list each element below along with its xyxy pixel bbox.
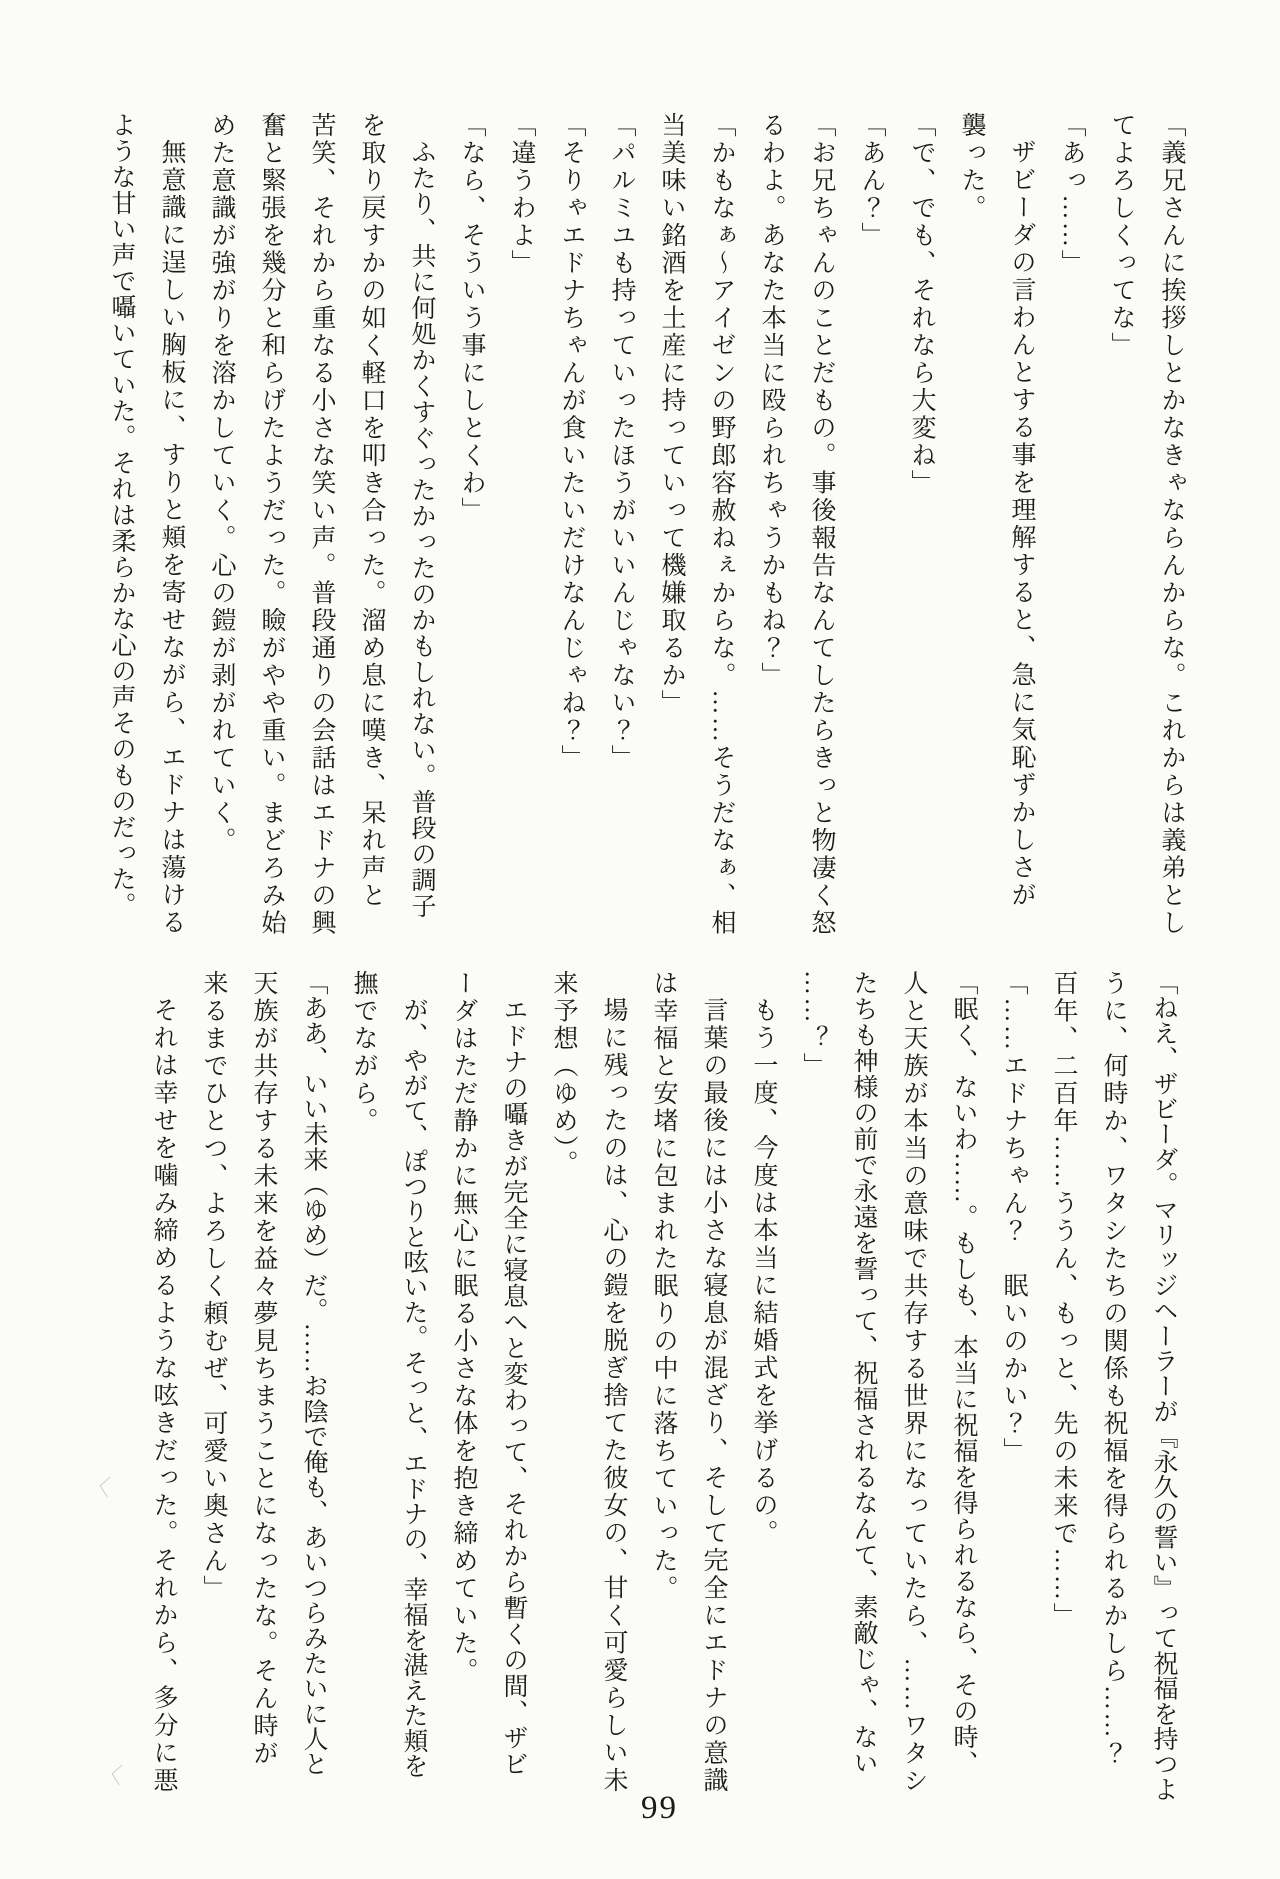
text-line: 人と天族が本当の意味で共存する世界になっていたら、……ワタシ [900,970,927,1795]
text-line: 「違うわよ」 [508,112,535,277]
text-line: ような甘い声で囁いていた。それは柔らかな心の声そのものだった。 [108,112,135,918]
text-line: 来予想（ゆめ）。 [550,970,577,1178]
text-line: るわよ。あなた本当に殴られちゃうかもね？」 [758,112,785,690]
text-line: うに、何時か、ワタシたちの関係も祝福を得られるかしら……？ [1100,970,1127,1768]
text-line: 「なら、そういう事にしとくわ」 [458,112,485,525]
scan-artifact-mark: 〈 [86,1472,112,1501]
text-line: ……？」 [800,970,827,1080]
text-line: 「あん？」 [858,112,885,250]
text-line: それは幸せを噛み締めるような呟きだった。それから、多分に悪 [150,997,177,1795]
text-line: 「眠く、ないわ……。もしも、本当に祝福を得られるなら、その時、 [950,970,977,1776]
text-line: 無意識に逞しい胸板に、すりと頬を寄せながら、エドナは蕩ける [158,139,185,937]
top-text-block [96,112,1196,952]
text-line: 「義兄さんに挨拶しとかなきゃならんからな。これからは義弟とし [1158,112,1185,937]
text-line: 「あっ……」 [1058,112,1085,277]
text-line: ーダはただ静かに無心に眠る小さな体を抱き締めていた。 [450,970,477,1685]
text-line: 奮と緊張を幾分と和らげたようだった。瞼がやや重い。まどろみ始 [258,112,285,937]
text-line: 「で、でも、それなら大変ね」 [908,112,935,497]
text-line: ザビーダの言わんとする事を理解すると、急に気恥ずかしさが [1008,139,1035,909]
text-line: もう一度、今度は本当に結婚式を挙げるの。 [750,997,777,1547]
text-line: 来るまでひとつ、よろしく頼むぜ、可愛い奥さん」 [200,970,227,1603]
text-line: を取り戻すかの如く軽口を叩き合った。溜め息に嘆き、呆れ声と [358,112,385,910]
text-line: ふたり、共に何処かくすぐったかったのかもしれない。普段の調子 [408,139,435,919]
text-line: 撫でながら。 [350,970,377,1135]
text-line: 「パルミユも持っていったほうがいいんじゃない？」 [608,112,635,772]
text-line: 「かもなぁ〜アイゼンの野郎容赦ねぇからな。……そうだなぁ、相 [708,112,735,937]
text-line: 百年、二百年……ううん、もっと、先の未来で……」 [1050,970,1077,1630]
text-line: 言葉の最後には小さな寝息が混ざり、そして完全にエドナの意識 [700,997,727,1795]
text-line: が、やがて、ぽつりと呟いた。そっと、エドナの、幸福を湛えた頬を [400,997,427,1779]
text-line: 「そりゃエドナちゃんが食いたいだけなんじゃね？」 [558,112,585,772]
text-line: は幸福と安堵に包まれた眠りの中に落ちていった。 [650,970,677,1603]
text-line: 襲った。 [958,112,985,222]
page-number: 99 [641,1790,678,1826]
text-line: 場に残ったのは、心の鎧を脱ぎ捨てた彼女の、甘く可愛らしい未 [600,997,627,1795]
text-line: 「……エドナちゃん？ 眠いのかい？」 [1000,970,1027,1465]
text-line: 当美味い銘酒を土産に持っていって機嫌取るか」 [658,112,685,717]
text-line: 「お兄ちゃんのことだもの。事後報告なんてしたらきっと物凄く怒 [808,112,835,937]
text-line: てよろしくってな」 [1108,112,1135,360]
scan-artifact-mark: 〈 [98,1760,124,1789]
bottom-text-block [138,970,1188,1808]
text-line: エドナの囁きが完全に寝息へと変わって、それから暫くの間、ザビ [500,997,527,1777]
text-line: 「ああ、いい未来（ゆめ）だ。……お陰で俺も、あいつらみたいに人と [300,970,327,1777]
text-line: めた意識が強がりを溶かしていく。心の鎧が剥がれていく。 [208,112,235,855]
text-line: 天族が共存する未来を益々夢見ちまうことになったな。そん時が [250,970,277,1768]
text-line: 「ねえ、ザビーダ。マリッジヘーラーが『永久の誓い』って祝福を持つよ [1150,970,1177,1802]
text-line: 苦笑、それから重なる小さな笑い声。普段通りの会話はエドナの興 [308,112,335,937]
text-line: たちも神様の前で永遠を誓って、祝福されるなんて、素敵じゃ、ない [850,970,877,1776]
